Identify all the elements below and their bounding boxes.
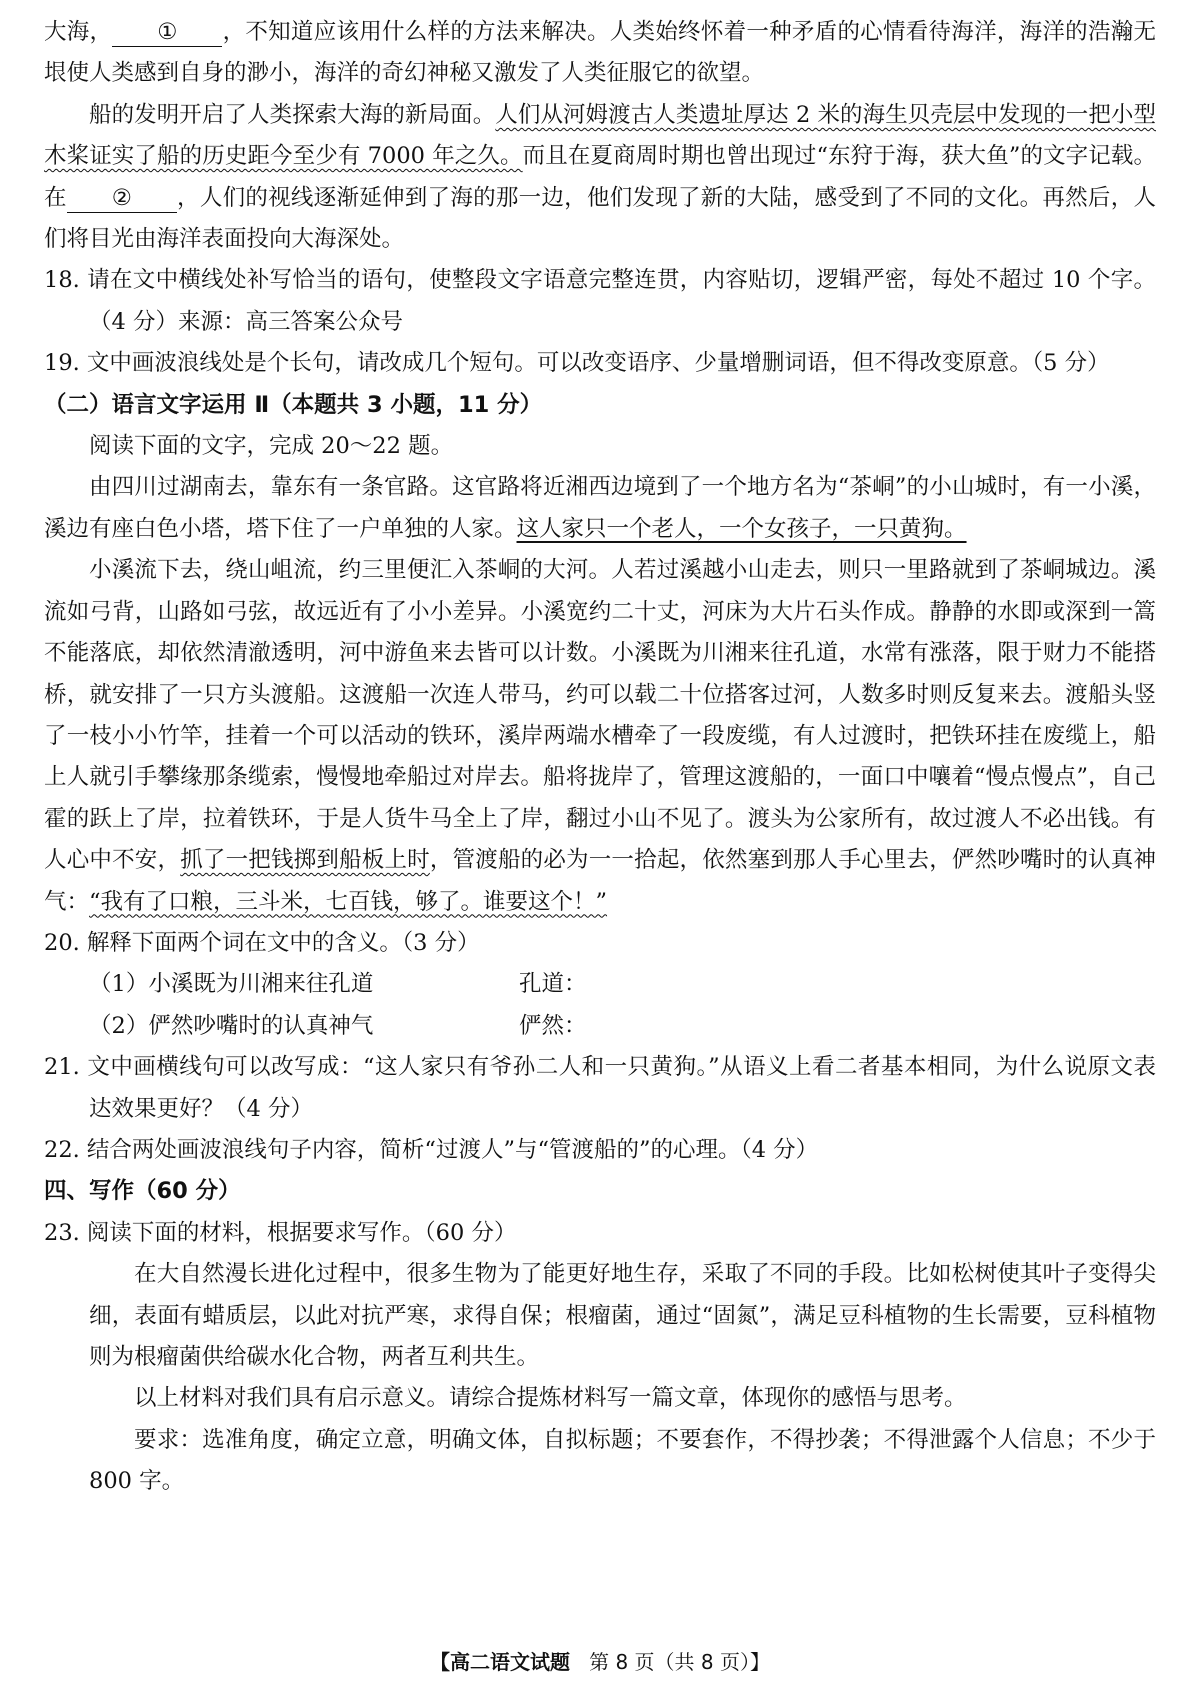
text-segment: 而且在夏商周时期也曾出现过“东狩于海，获大鱼”的文字记载。在 (44, 143, 1156, 211)
passage-paragraph-3 (44, 467, 1156, 550)
underlined-sentence: 这人家只一个老人，一个女孩子，一只黄狗。 (516, 515, 967, 542)
question-20-item-1 (44, 964, 1156, 1005)
passage-paragraph-4 (44, 550, 1156, 923)
question-20-item-2 (44, 1006, 1156, 1047)
text-segment: ，人们的视线逐渐延伸到了海的那一边，他们发现了新的大陆，感受到了不同的文化。再然后，人们将目光由海洋表面投向大海深处。 (44, 184, 1156, 253)
wavy-underlined-sentence: 人们从河姆渡古人类遗址厚达 2 米的海生贝壳层中发现的一把小型木桨证实了船的历史距今至少有 7000 年之久。 (44, 101, 1156, 170)
answer-label: 孔道： (519, 971, 587, 998)
section-heading-4: 四、写作（60 分） (44, 1178, 241, 1205)
question-23: 23. 阅读下面的材料，根据要求写作。（60 分） (44, 1219, 517, 1246)
footer-page-number: 第 8 页（共 8 页）】 (589, 1650, 770, 1674)
writing-material: 在大自然漫长进化过程中，很多生物为了能更好地生存，采取了不同的手段。比如松树使其叶子变得尖细，表面有蜡质层，以此对抗严寒，求得自保；根瘤菌，通过“固氮”，满足豆科植物的生长需要，豆科植物则为根瘤菌供给碳水化合物，两者互利共生。 (89, 1261, 1156, 1370)
section-heading-2: （二）语言文字运用 Ⅱ（本题共 3 小题，11 分） (44, 391, 543, 418)
sub-question-text: （2）俨然吵嘴时的认真神气 (89, 1012, 374, 1039)
text-segment: 小溪流下去，绕山岨流，约三里便汇入茶峒的大河。人若过溪越小山走去，则只一里路就到了茶峒城边。溪流如弓背，山路如弓弦，故远近有了小小差异。小溪宽约二十丈，河床为大片石头作成。静静的水即或深到一篙不能落底，却依然清澈透明，河中游鱼来去皆可以计数。小溪既为川湘来往孔道，水常有涨落，限于财力不能搭桥，就安排了一只方头渡船。这渡船一次连人带马，约可以载二十位搭客过河，人数多时则反复来去。渡船头竖了一枝小小竹竿，挂着一个可以活动的铁环，溪岸两端水槽牵了一段废缆，有人过渡时，把铁环挂在废缆上，船上人就引手攀缘那条缆索，慢慢地牵船过对岸去。船将拢岸了，管理这渡船的，一面口中嚷着“慢点慢点”，自己霍的跃上了岸，拉着铁环，于是人货牛马全上了岸，翻过小山不见了。渡头为公家所有，故过渡人不必出钱。有人心中不安， (44, 557, 1156, 874)
passage-paragraph-2 (44, 95, 1156, 261)
footer-title: 【高二语文试题 (430, 1650, 571, 1674)
text-segment: 大海， (44, 19, 113, 45)
text-segment: ，不知道应该用什么样的方法来解决。人类始终怀着一种矛盾的心情看待海洋，海洋的浩瀚无垠使人类感到自身的渺小，海洋的奇幻神秘又激发了人类征服它的欲望。 (44, 19, 1156, 87)
question-19: 19. 文中画波浪线处是个长句，请改成几个短句。可以改变语序、少量增删词语，但不得改变原意。（5 分） (44, 350, 1110, 377)
text-segment: 由四川过湖南去，靠东有一条官路。这官路将近湘西边境到了一个地方名为“茶峒”的小山城时，有一小溪，溪边有座白色小塔，塔下住了一户单独的人家。 (44, 474, 1156, 542)
text-segment: ，管渡船的必为一一拾起，依然塞到那人手心里去，俨然吵嘴时的认真神气： (44, 847, 1156, 915)
writing-requirements: 要求：选准角度，确定立意，明确文体，自拟标题；不要套作，不得抄袭；不得泄露个人信息；不少于 800 字。 (89, 1426, 1156, 1495)
wavy-underlined-sentence-1: 抓了一把钱掷到船板上时 (180, 847, 430, 874)
writing-inspiration: 以上材料对我们具有启示意义。请综合提炼材料写一篇文章，体现你的感悟与思考。 (134, 1385, 967, 1412)
exam-page (44, 12, 1156, 1503)
fill-blank-1: ① (112, 18, 222, 47)
question-18: 18. 请在文中横线处补写恰当的语句，使整段文字语意完整连贯，内容贴切，逻辑严密，每处不超过 10 个字。（4 分）来源：高三答案公众号 (44, 267, 1156, 335)
text-segment: 船的发明开启了人类探索大海的新局面。 (89, 101, 496, 128)
sub-question-text: （1）小溪既为川湘来往孔道 (89, 971, 374, 998)
question-21: 21. 文中画横线句可以改写成：“这人家只有爷孙二人和一只黄狗。”从语义上看二者基本相同，为什么说原文表达效果更好？（4 分） (44, 1054, 1156, 1122)
passage-paragraph-1 (44, 12, 1156, 95)
wavy-underlined-sentence-2: “我有了口粮，三斗米，七百钱，够了。谁要这个！” (89, 888, 608, 915)
section-instruction: 阅读下面的文字，完成 20～22 题。 (89, 433, 454, 460)
answer-label: 俨然： (519, 1012, 587, 1039)
page-footer (0, 1646, 1200, 1675)
question-22: 22. 结合两处画波浪线句子内容，简析“过渡人”与“管渡船的”的心理。（4 分） (44, 1136, 819, 1163)
question-20: 20. 解释下面两个词在文中的含义。（3 分） (44, 929, 480, 956)
fill-blank-2: ② (67, 184, 177, 213)
